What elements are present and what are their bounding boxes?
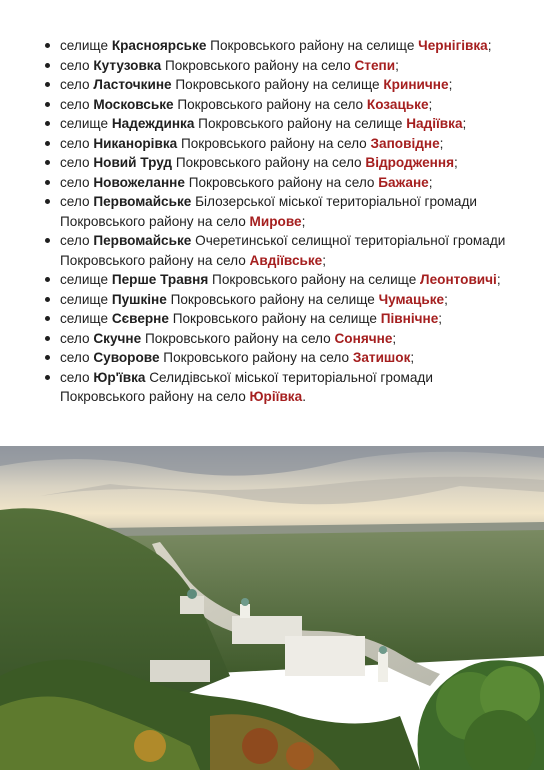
old-name: Перше Травня	[111, 272, 209, 287]
new-name: Відродження	[365, 155, 455, 170]
old-name: Новожеланне	[93, 174, 185, 190]
list-item: село Ласточкине Покровського району на селище Криничне;	[44, 75, 514, 95]
list-item: селище Перше Травня Покровського району на селище Леонтовичі;	[44, 270, 514, 290]
old-name: Сєверне	[111, 311, 169, 326]
new-name: Авдіївське	[249, 252, 323, 268]
list-item: село Московське Покровського району на село Козацьке;	[44, 95, 514, 115]
new-name: Леонтовичі	[420, 272, 497, 287]
list-item: селище Сєверне Покровського району на селище Північне;	[44, 309, 514, 329]
list-item: село Никанорівка Покровського району на село Заповідне;	[44, 134, 514, 154]
list-item: селище Красноярське Покровського району на селище Чернігівка;	[44, 36, 514, 56]
list-item: селище Надеждинка Покровського району на селище Надіївка;	[44, 114, 514, 134]
old-name: Первомайське	[93, 233, 192, 248]
renaming-list	[44, 36, 514, 407]
list-item: селище Пушкіне Покровського району на селище Чумацьке;	[44, 290, 514, 310]
old-name: Пушкіне	[111, 291, 167, 307]
list-item: село Первомайське Очеретинської селищної територіальної громади Покровського району на село Авдіївське;	[44, 231, 514, 270]
old-name: Ласточкине	[93, 77, 172, 92]
old-name: Новий Труд	[93, 155, 173, 170]
old-name: Скучне	[93, 330, 142, 346]
old-name: Московське	[93, 96, 174, 112]
new-name: Надіївка	[406, 116, 463, 131]
new-name: Криничне	[383, 77, 449, 92]
new-name: Північне	[380, 311, 439, 326]
new-name: Сонячне	[334, 330, 393, 346]
list-item: село Новожеланне Покровського району на село Бажане;	[44, 173, 514, 193]
new-name: Козацьке	[366, 96, 429, 112]
list-item: село Юр'ївка Селидівської міської територіальної громади Покровського району на село Юріївка.	[44, 368, 514, 407]
old-name: Суворове	[93, 350, 160, 365]
old-name: Кутузовка	[93, 57, 162, 73]
list-item: село Новий Труд Покровського району на село Відродження;	[44, 153, 514, 173]
landscape-photo	[0, 446, 544, 770]
list-item: село Кутузовка Покровського району на село Степи;	[44, 56, 514, 76]
new-name: Заповідне	[370, 135, 440, 151]
new-name: Степи	[354, 57, 396, 73]
new-name: Юріївка	[249, 389, 303, 404]
old-name: Надеждинка	[111, 116, 195, 131]
list-item: село Скучне Покровського району на село Сонячне;	[44, 329, 514, 349]
new-name: Затишок	[352, 350, 411, 365]
old-name: Юр'ївка	[93, 369, 146, 385]
new-name: Чернігівка	[418, 38, 488, 53]
new-name: Чумацьке	[378, 291, 445, 307]
new-name: Бажане	[378, 174, 429, 190]
list-item: село Первомайське Білозерської міської територіальної громади Покровського району на село Мирове;	[44, 192, 514, 231]
new-name: Мирове	[249, 213, 302, 229]
old-name: Красноярське	[111, 38, 207, 53]
list-item: село Суворове Покровського району на село Затишок;	[44, 348, 514, 368]
old-name: Никанорівка	[93, 135, 178, 151]
old-name: Первомайське	[93, 194, 192, 209]
